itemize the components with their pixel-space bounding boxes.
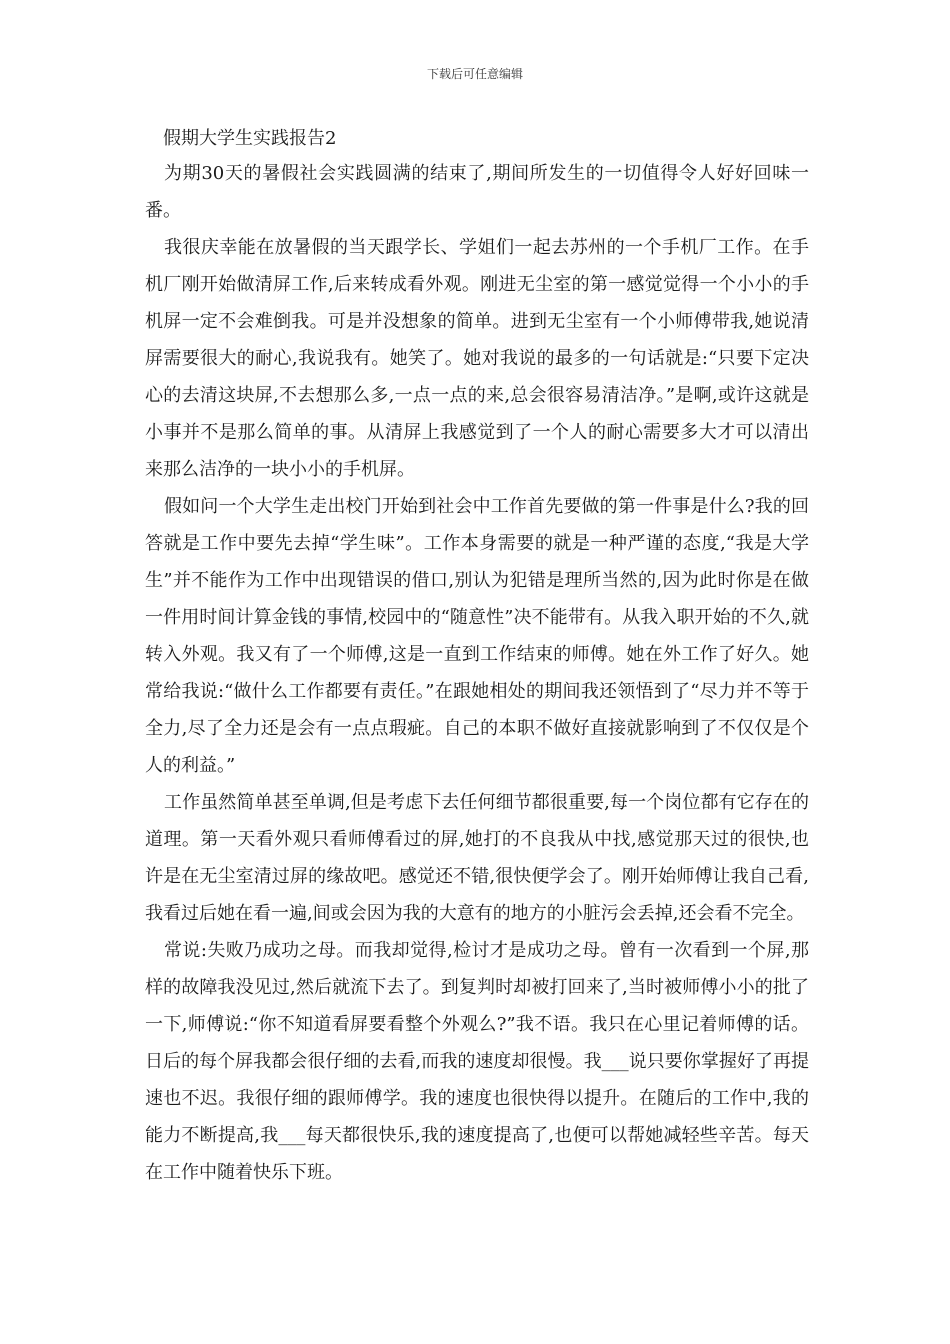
document-title: 假期大学生实践报告2 xyxy=(163,128,337,149)
paragraph-3: 假如问一个大学生走出校门开始到社会中工作首先要做的第一件事是什么?我的回答就是工作中要先去掉“学生味”。工作本身需要的就是一种严谨的态度,“我是大学生”并不能作为工作中出现错误的借口,别认为犯错是理所当然的,因为此时你是在做一件用时间计算金钱的事情,校园中的“随意性”决不能带有。从我入职开始的不久,就转入外观。我又有了一个师傅,这是一直到工作结束的师傅。她在外工作了好久。她常给我说:“做什么工作都要有责任。”在跟她相处的期间我还领悟到了“尽力并不等于全力,尽了全力还是会有一点点瑕疵。自己的本职不做好直接就影响到了不仅仅是个人的利益。” xyxy=(145,496,809,776)
document-body xyxy=(145,122,809,1191)
page-header: 下载后可任意编辑 xyxy=(426,67,523,81)
paragraph-5: 常说:失败乃成功之母。而我却觉得,检讨才是成功之母。曾有一次看到一个屏,那样的故障我没见过,然后就流下去了。到复判时却被打回来了,当时被师傅小小的批了一下,师傅说:“你不知道看屏要看整个外观么?”我不语。我只在心里记着师傅的话。日后的每个屏我都会很仔细的去看,而我的速度却很慢。我___说只要你掌握好了再提速也不迟。我很仔细的跟师傅学。我的速度也很快得以提升。在随后的工作中,我的能力不断提高,我___每天都很快乐,我的速度提高了,也便可以帮她减轻些辛苦。每天在工作中随着快乐下班。 xyxy=(145,940,809,1183)
paragraph-2: 我很庆幸能在放暑假的当天跟学长、学姐们一起去苏州的一个手机厂工作。在手机厂刚开始做清屏工作,后来转成看外观。刚进无尘室的第一感觉觉得一个小小的手机屏一定不会难倒我。可是并没想象的简单。进到无尘室有一个小师傅带我,她说清屏需要很大的耐心,我说我有。她笑了。她对我说的最多的一句话就是:“只要下定决心的去清这块屏,不去想那么多,一点一点的来,总会很容易清洁净。”是啊,或许这就是小事并不是那么简单的事。从清屏上我感觉到了一个人的耐心需要多大才可以清出来那么洁净的一块小小的手机屏。 xyxy=(145,237,809,480)
paragraph-4: 工作虽然简单甚至单调,但是考虑下去任何细节都很重要,每一个岗位都有它存在的道理。第一天看外观只看师傅看过的屏,她打的不良我从中找,感觉那天过的很快,也许是在无尘室清过屏的缘故吧。感觉还不错,很快便学会了。刚开始师傅让我自己看,我看过后她在看一遍,间或会因为我的大意有的地方的小脏污会丢掉,还会看不完全。 xyxy=(145,792,809,924)
paragraph-1: 为期30天的暑假社会实践圆满的结束了,期间所发生的一切值得令人好好回味一番。 xyxy=(145,163,809,221)
